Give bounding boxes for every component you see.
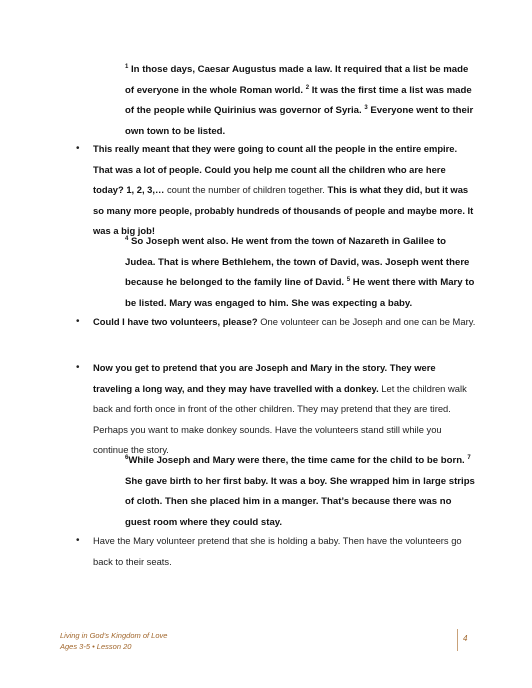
bold-text: This is what they did, but it was so many more people, probably hundreds of thousands of people and maybe more. It was a big job! [93,184,474,236]
verse-text: She gave birth to her first baby. It was a boy. She wrapped him in large strips of cloth. Then she placed him in a manger. That’s because there was no guest room where they could stay. [125,475,475,528]
footer-series-title: Living in God’s Kingdom of Love [60,631,168,640]
bullet-marker: • [76,143,80,154]
verse-number: 6 [125,455,129,461]
verse-text: It was the first time a list was made of the people while Quirinius was governor of Syria. [125,84,472,116]
scripture-passage-luke-2-1-3 [125,60,475,142]
plain-text: Let the children walk back and forth once in front of the other children. They may pretend that they are tired. Perhaps you want to make donkey sounds. Have the volunteers stand still while you continue the story. [93,382,467,455]
list-item-text [93,358,476,461]
plain-text: One volunteer can be Joseph and one can be Mary. [257,316,476,327]
bold-text: This really meant that they were going to count all the people in the entire empire. That was a lot of people. Could you help me count all the children who are here today? 1, 2, 3,… [93,143,458,195]
verse-number: 4 [125,236,129,242]
list-item-text [93,312,476,333]
verse-text: He went there with Mary to be listed. Mary was engaged to him. She was expecting a baby. [125,277,475,309]
verse-number: 2 [305,84,310,91]
verse-number: 1 [125,64,129,70]
list-item-text [93,139,476,242]
verse-number: 5 [346,277,351,283]
verse-number: 7 [467,455,471,461]
footer-lesson-info: Ages 3-5 • Lesson 20 [60,642,132,651]
scripture-passage-luke-2-6-7 [125,451,475,533]
page-footer [60,630,167,652]
list-item-text: Have the Mary volunteer pretend that she is holding a baby. Then have the volunteers go back to their seats. [93,535,462,567]
verse-text: In those days, Caesar Augustus made a law. It required that a list be made of everyone in the whole Roman world. [125,64,469,96]
page-number: 4 [463,634,468,643]
bullet-marker: • [76,535,80,546]
footer-divider [457,629,458,651]
bold-text: Could I have two volunteers, please? [93,316,258,327]
verse-text: So Joseph went also. He went from the town of Nazareth in Galilee to Judea. That is where Bethlehem, the town of David, was. Joseph went there because he belonged to the family line of David. [125,236,470,288]
bullet-marker: • [76,362,80,373]
plain-text: count the number of children together. [164,184,328,195]
verse-text: Everyone went to their own town to be listed. [125,105,474,137]
scripture-passage-luke-2-4-5 [125,232,475,314]
verse-number: 3 [364,105,368,111]
verse-text: While Joseph and Mary were there, the time came for the child to be born. [128,455,468,466]
bullet-marker: • [76,316,80,327]
bold-text: Now you get to pretend that you are Joseph and Mary in the story. They were traveling a long way, and they may have travelled with a donkey. [93,362,436,394]
